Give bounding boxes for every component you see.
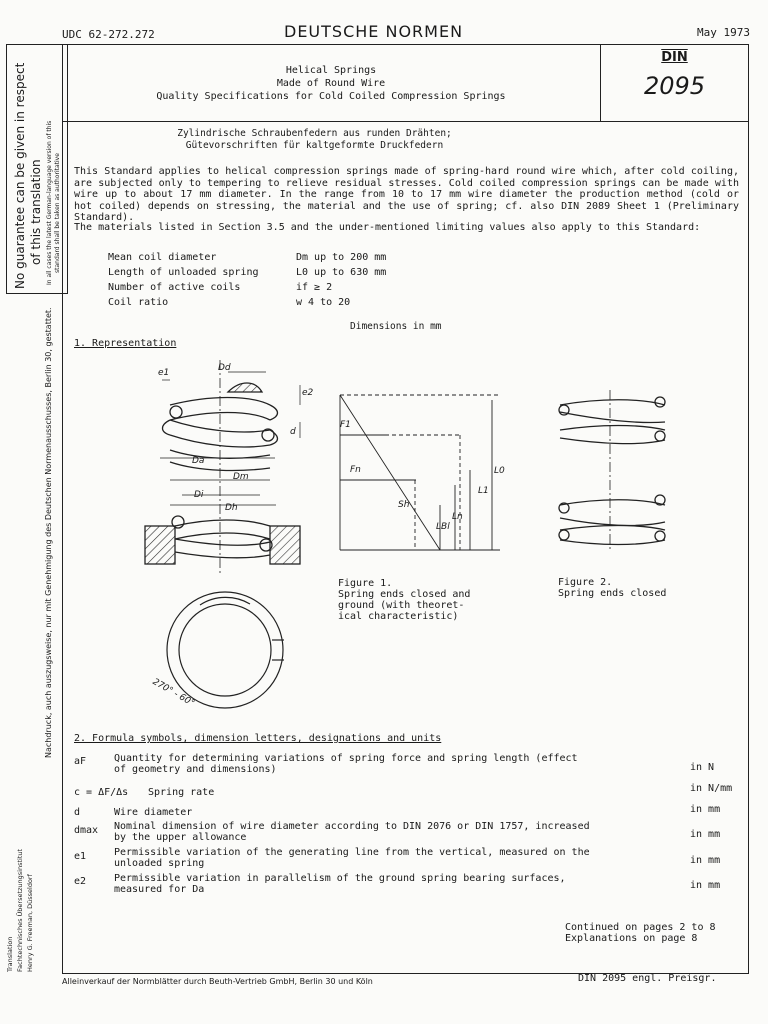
section-1-heading: 1. Representation: [74, 338, 177, 349]
formula-symbol-2: c = ΔF/Δs: [74, 787, 129, 798]
figure-1-caption-line-1: Figure 1.: [338, 578, 393, 589]
title-line-3: Quality Specifications for Cold Coiled Compression Springs: [156, 91, 506, 102]
limit-value-4: w 4 to 20: [296, 297, 351, 308]
footer-reference: DIN 2095 engl. Preisgr.: [578, 973, 717, 984]
label-d: d: [290, 427, 296, 437]
figure-1-caption-line-3: ground (with theoret-: [338, 600, 465, 611]
limit-label-2: Length of unloaded spring: [108, 267, 259, 278]
label-F1: F1: [340, 420, 351, 430]
label-e1: e1: [158, 368, 170, 378]
guarantee-box: [6, 44, 68, 294]
standard-title: [62, 64, 600, 103]
din-number: 2095: [643, 72, 706, 100]
label-Fn: Fn: [350, 465, 361, 475]
guarantee-line-2: of this translation: [29, 159, 43, 265]
formula-symbol-1: aF: [74, 756, 87, 767]
german-title: [62, 128, 567, 152]
section-2-heading: 2. Formula symbols, dimension letters, designations and units: [74, 733, 442, 744]
limit-value-1: Dm up to 200 mm: [296, 252, 387, 263]
guarantee-line-3: In all cases the latest German-language version of this: [46, 120, 53, 285]
label-Sh: Sh: [398, 500, 410, 510]
formula-desc-4-line-2: by the upper allowance: [114, 832, 247, 843]
limit-value-2: L0 up to 630 mm: [296, 267, 387, 278]
formula-desc-1-line-2: of geometry and dimensions): [114, 764, 277, 775]
limit-label-4: Coil ratio: [108, 297, 169, 308]
label-L0: L0: [494, 466, 505, 476]
limit-label-3: Number of active coils: [108, 282, 241, 293]
din-label: DIN: [661, 50, 688, 65]
formula-desc-6-line-1: Permissible variation in parallelism of the ground spring bearing surfaces,: [114, 873, 566, 884]
label-Dd: Dd: [218, 363, 231, 373]
formula-desc-4-line-1: Nominal dimension of wire diameter according to DIN 2076 or DIN 1757, increased: [114, 821, 590, 832]
formula-desc-5: [114, 847, 674, 869]
formula-desc-6: [114, 873, 674, 895]
figure-2-caption-line-2: Spring ends closed: [558, 588, 667, 599]
formula-unit-5: in mm: [690, 855, 721, 866]
label-Dh: Dh: [225, 503, 238, 513]
formula-desc-5-line-2: unloaded spring: [114, 858, 205, 869]
label-Di: Di: [194, 490, 204, 500]
figure-1-caption-line-4: ical characteristic): [338, 611, 459, 622]
translator-line-1: Translation: [6, 936, 14, 972]
formula-unit-3: in mm: [690, 804, 721, 815]
figure-1-caption: [338, 578, 470, 622]
title-line-2: Made of Round Wire: [276, 78, 386, 89]
formula-desc-1: [114, 753, 674, 775]
formula-symbol-5: e1: [74, 851, 87, 862]
reprint-notice: Nachdruck, auch auszugsweise, nur mit Genehmigung des Deutschen Normenausschusses, Berlin 30, gestattet.: [44, 307, 53, 758]
translator-line-2: Fachtechnisches Übersetzungsinstitut: [16, 848, 24, 972]
formula-unit-6: in mm: [690, 880, 721, 891]
formula-symbol-4: dmax: [74, 825, 99, 836]
german-title-line-1: Zylindrische Schraubenfedern aus runden Drähten;: [177, 128, 452, 139]
formula-unit-1: in N: [690, 762, 715, 773]
formula-desc-3: Wire diameter: [114, 807, 193, 818]
spring-figure-1: [145, 360, 300, 575]
figure-1-caption-line-2: Spring ends closed and: [338, 589, 471, 600]
label-Dm: Dm: [233, 472, 249, 482]
org-name: DEUTSCHE NORMEN: [284, 22, 464, 41]
formula-unit-2: in N/mm: [690, 783, 733, 794]
limit-value-3: if ≥ 2: [296, 282, 333, 293]
dimensions-note: Dimensions in mm: [350, 321, 442, 332]
footer-distribution: Alleinverkauf der Normblätter durch Beuth-Vertrieb GmbH, Berlin 30 und Köln: [62, 977, 373, 986]
label-angle: 270° - 60°: [150, 677, 196, 709]
label-Ln: Ln: [452, 512, 463, 522]
formula-desc-1-line-1: Quantity for determining variations of spring force and spring length (effect: [114, 753, 578, 764]
figure-2-caption: [558, 577, 666, 599]
formula-desc-2: Spring rate: [148, 787, 215, 798]
continued-note: [565, 922, 716, 944]
label-LBl: LBl: [436, 522, 450, 532]
formula-symbol-6: e2: [74, 876, 87, 887]
formula-desc-6-line-2: measured for Da: [114, 884, 205, 895]
guarantee-line-4: standard shall be taken as authoritative: [54, 153, 61, 273]
limit-label-1: Mean coil diameter: [108, 252, 217, 263]
materials-paragraph: The materials listed in Section 3.5 and the under-mentioned limiting values also apply to this Standard:: [74, 222, 701, 233]
figure-drawings: [140, 350, 700, 720]
continued-line-1: Continued on pages 2 to 8: [565, 922, 716, 933]
formula-symbol-3: d: [74, 807, 81, 818]
label-e2: e2: [302, 388, 314, 398]
german-title-line-2: Gütevorschriften für kaltgeformte Druckfedern: [185, 140, 444, 151]
udc-code: UDC 62-272.272: [62, 28, 155, 41]
translator-line-3: Henry G. Freeman, Düsseldorf: [26, 874, 34, 972]
figure-2-caption-line-1: Figure 2.: [558, 577, 613, 588]
issue-date: May 1973: [697, 26, 750, 39]
formula-unit-4: in mm: [690, 829, 721, 840]
formula-desc-5-line-1: Permissible variation of the generating line from the vertical, measured on the: [114, 847, 590, 858]
intro-paragraph: This Standard applies to helical compression springs made of spring-hard round wire which, after cold coiling, are subjected only to tempering to relieve residual stresses. Cold coiled compression springs can be made with wire up to about 17 mm diameter. In the range from 10 to 17 mm wire diameter the production method (cold or hot coiled) depends on stressing, the material and the use of spring; cf. also DIN 2089 Sheet 1 (Preliminary Standard).: [74, 166, 739, 223]
continued-line-2: Explanations on page 8: [565, 933, 698, 944]
label-L1: L1: [478, 486, 489, 496]
spring-figure-2: [559, 390, 665, 550]
formula-desc-4: [114, 821, 674, 843]
title-line-1: Helical Springs: [285, 65, 377, 76]
characteristic-diagram: [340, 395, 500, 550]
end-view-ring: [167, 592, 284, 708]
guarantee-line-1: No guarantee can be given in respect: [13, 62, 27, 289]
label-Da: Da: [192, 456, 205, 466]
